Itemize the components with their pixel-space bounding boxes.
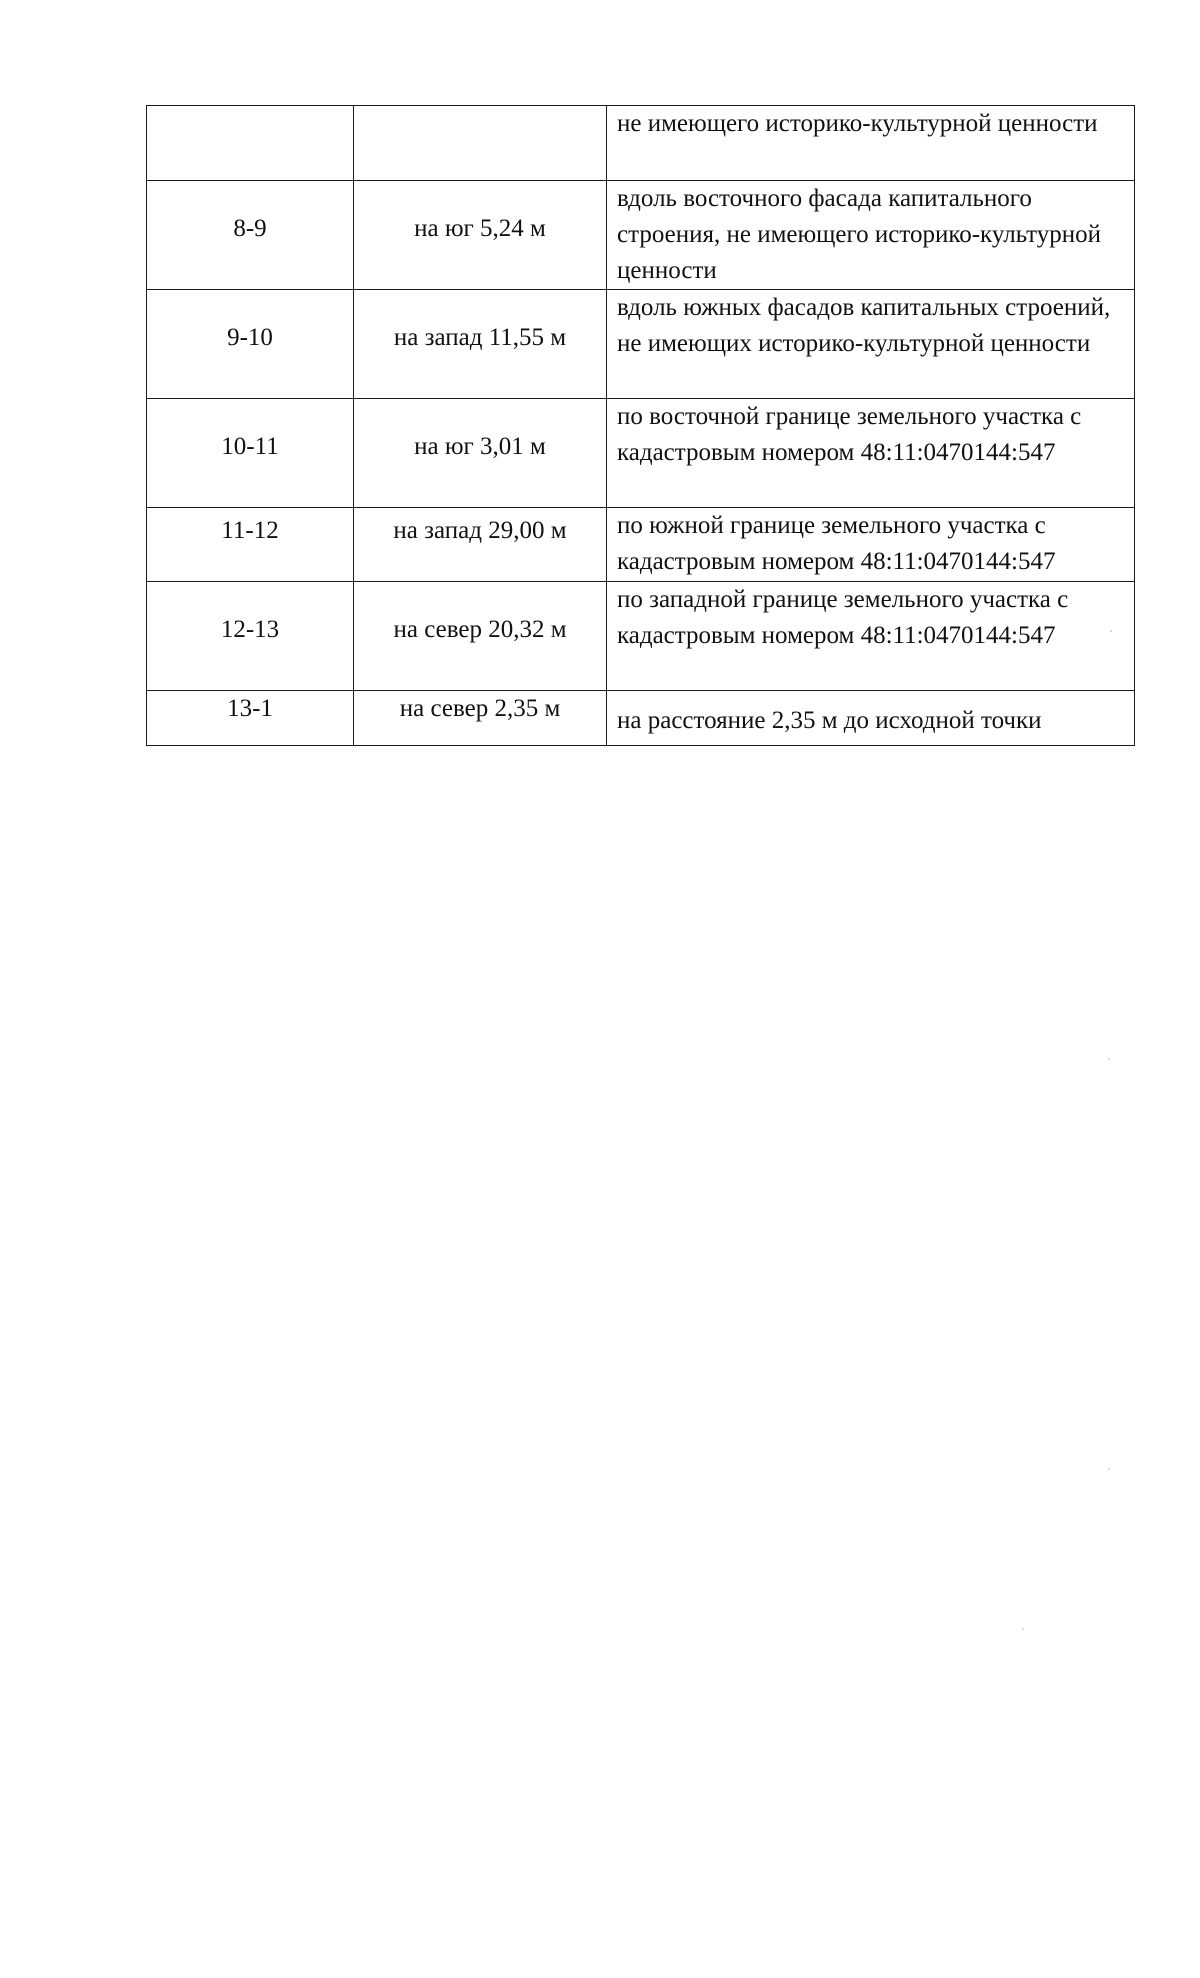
direction-cell bbox=[354, 181, 607, 290]
segment-label: 9-10 bbox=[227, 324, 273, 351]
scan-speck bbox=[1022, 1628, 1024, 1630]
direction-cell bbox=[354, 508, 607, 582]
description-cell bbox=[607, 181, 1135, 290]
description-text: по западной границе земельного участка с кадастровым номером 48:11:0470144:547 bbox=[617, 586, 1069, 649]
description-cell bbox=[607, 508, 1135, 582]
segment-cell bbox=[147, 582, 354, 691]
segment-label: 10-11 bbox=[221, 433, 279, 460]
description-text: по южной границе земельного участка с кадастровым номером 48:11:0470144:547 bbox=[617, 512, 1056, 575]
direction-cell bbox=[354, 399, 607, 508]
direction-cell bbox=[354, 106, 607, 181]
table-row bbox=[147, 508, 1135, 582]
description-text: не имеющего историко-культурной ценности bbox=[617, 110, 1098, 137]
direction-label: на север 20,32 м bbox=[393, 616, 567, 643]
description-text: вдоль восточного фасада капитального строения, не имеющего историко-культурной ценности bbox=[617, 185, 1102, 284]
segment-label: 11-12 bbox=[221, 517, 279, 544]
segment-cell bbox=[147, 508, 354, 582]
direction-label: на юг 3,01 м bbox=[414, 433, 546, 460]
description-cell bbox=[607, 106, 1135, 181]
segment-cell bbox=[147, 290, 354, 399]
segment-label: 13-1 bbox=[227, 695, 273, 722]
direction-cell bbox=[354, 290, 607, 399]
direction-cell bbox=[354, 691, 607, 746]
segment-cell bbox=[147, 399, 354, 508]
table-row bbox=[147, 106, 1135, 181]
segment-cell bbox=[147, 181, 354, 290]
direction-label: на запад 11,55 м bbox=[393, 324, 567, 351]
segment-label: 8-9 bbox=[233, 215, 267, 242]
table-row bbox=[147, 399, 1135, 508]
description-text: по восточной границе земельного участка с кадастровым номером 48:11:0470144:547 bbox=[617, 403, 1082, 466]
description-cell bbox=[607, 290, 1135, 399]
description-text: на расстояние 2,35 м до исходной точки bbox=[617, 707, 1042, 734]
direction-label: на юг 5,24 м bbox=[414, 215, 546, 242]
table-row bbox=[147, 290, 1135, 399]
segment-cell bbox=[147, 106, 354, 181]
table-row bbox=[147, 691, 1135, 746]
table-row bbox=[147, 582, 1135, 691]
scan-speck bbox=[1108, 1468, 1110, 1470]
segment-cell bbox=[147, 691, 354, 746]
boundary-description-table bbox=[146, 105, 1135, 746]
direction-cell bbox=[354, 582, 607, 691]
segment-label: 12-13 bbox=[220, 616, 280, 643]
description-cell bbox=[607, 582, 1135, 691]
scan-speck bbox=[1110, 630, 1112, 632]
description-text: вдоль южных фасадов капитальных строений, не имеющих историко-культурной ценности bbox=[617, 294, 1111, 357]
description-cell bbox=[607, 399, 1135, 508]
direction-label: на запад 29,00 м bbox=[393, 517, 567, 544]
scan-speck bbox=[1108, 1058, 1110, 1060]
table-row bbox=[147, 181, 1135, 290]
direction-label: на север 2,35 м bbox=[399, 695, 561, 722]
description-cell bbox=[607, 691, 1135, 746]
